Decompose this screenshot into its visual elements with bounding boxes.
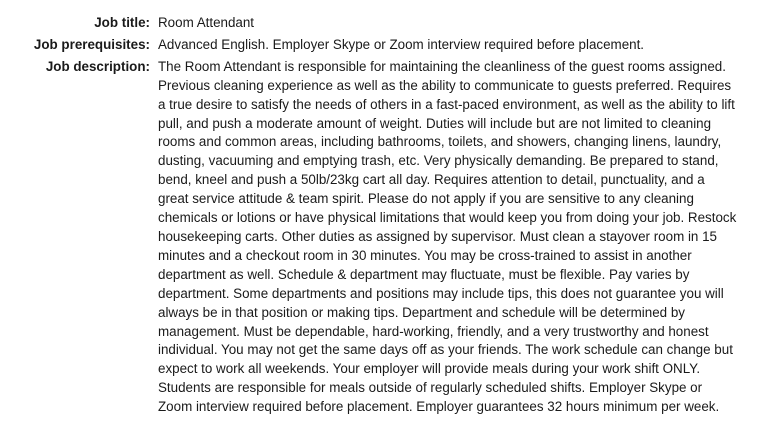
job-description-label: Job description: <box>45 58 150 74</box>
job-title-row <box>0 14 760 36</box>
job-prerequisites-row <box>0 36 760 58</box>
job-prerequisites-label: Job prerequisites: <box>33 36 150 52</box>
job-description-row <box>0 58 760 417</box>
job-title-label: Job title: <box>94 15 150 30</box>
job-description-value: The Room Attendant is responsible for maintaining the cleanliness of the guest rooms assigned. Previous cleaning experience as well as the ability to communicate to guests preferred. Requires a true desire to satisfy the needs of others in a fast-paced environment, as well as the ability to lift pull, and push a moderate amount of weight. Duties will include but are not limited to cleaning rooms and common areas, including bathrooms, toilets, and showers, changing linens, laundry, dusting, vacuuming and emptying trash, etc. Very physically demanding. Be prepared to stand, bend, kneel and push a 50lb/23kg cart all day. Requires attention to detail, punctuality, and a great service attitude & team spirit. Please do not apply if you are sensitive to any cleaning chemicals or lotions or have physical limitations that would keep you from doing your job. Restock housekeeping carts. Other duties as assigned by supervisor. Must clean a stayover room in 15 minutes and a checkout room in 30 minutes. You may be cross-trained to assist in another department as well. Schedule & department may fluctuate, must be flexible. Pay varies by department. Some departments and positions may include tips, this does not guarantee you will always be in that position or making tips. Department and schedule will be determined by management. Must be dependable, hard-working, friendly, and a very trustworthy and honest individual. You may not get the same days off as your friends. The work schedule can change but expect to work all weekends. Your employer will provide meals during your work shift ONLY. Students are responsible for meals outside of regularly scheduled shifts. Employer Skype or Zoom interview required before placement. Employer guarantees 32 hours minimum per week. <box>158 58 737 415</box>
job-prerequisites-value: Advanced English. Employer Skype or Zoom interview required before placement. <box>158 36 645 52</box>
job-details-table <box>0 14 760 417</box>
job-title-value: Room Attendant <box>158 15 255 30</box>
